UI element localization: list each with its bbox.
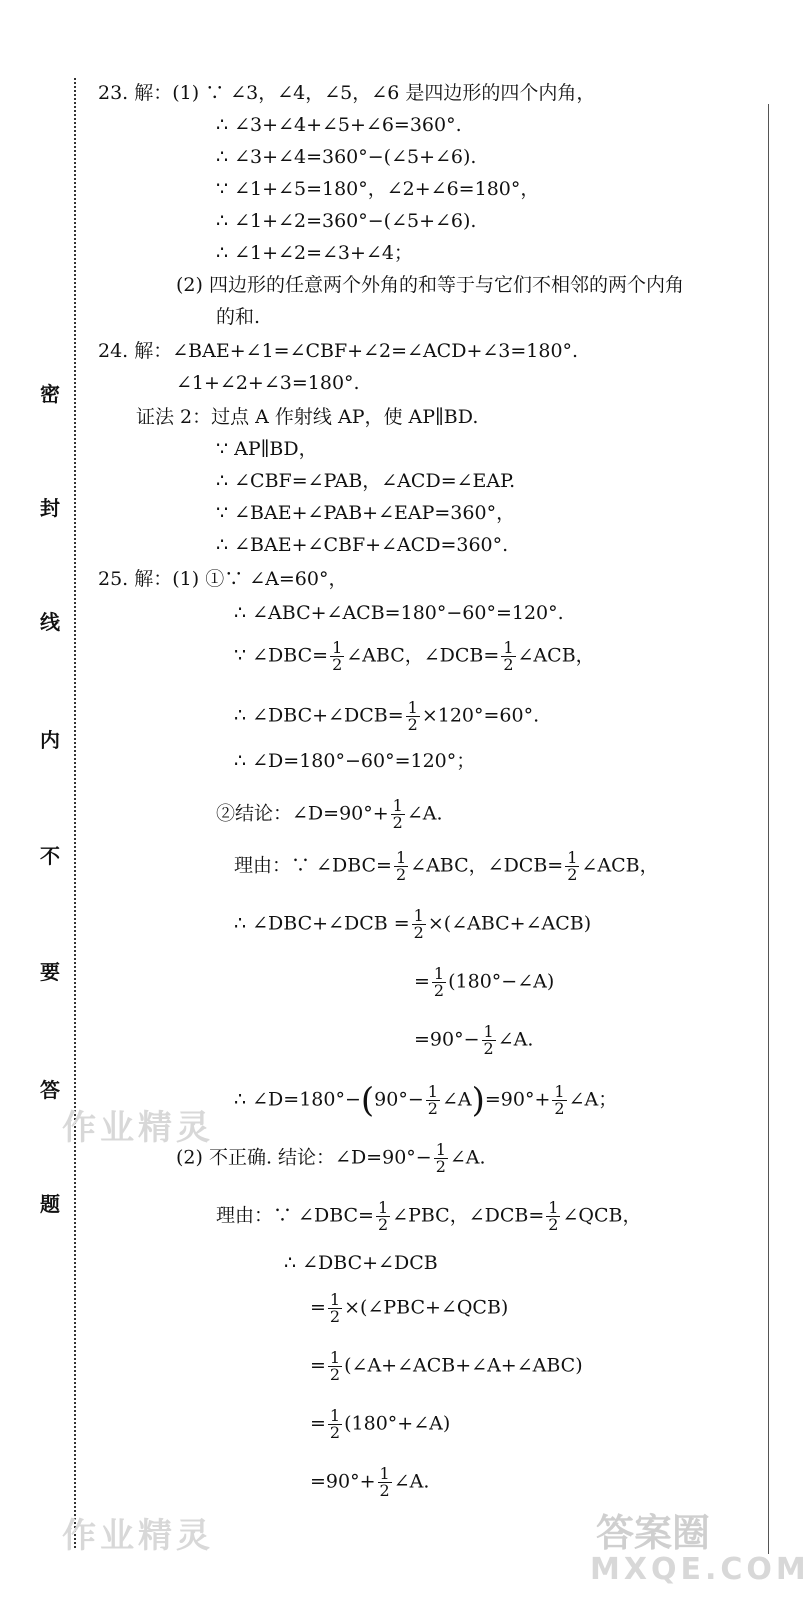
fraction-half: $\frac{1}{2}$ <box>567 848 578 884</box>
q25-line-7: 理由：∵ ∠DBC= $\frac{1}{2}$ ∠ABC，∠DCB= $\frac{1}{2}$ ∠ACB， <box>234 848 659 884</box>
watermark-text-2: 作业精灵 <box>62 1516 214 1556</box>
q23-line-1: 23. 解：(1) ∵ ∠3，∠4，∠5，∠6 是四边形的四个内角， <box>98 82 596 104</box>
q23-line-7: (2) 四边形的任意两个外角的和等于与它们不相邻的两个内角 <box>176 274 684 296</box>
fraction-half: $\frac{1}{2}$ <box>377 1198 389 1234</box>
fraction-half: $\frac{1}{2}$ <box>554 1082 565 1118</box>
seal-char-6: 要 <box>40 960 60 984</box>
q25-line-10: =90°− $\frac{1}{2}$ ∠A. <box>414 1022 534 1058</box>
q24-line-2: ∠1+∠2+∠3=180°. <box>176 372 360 394</box>
fraction-half: $\frac{1}{2}$ <box>395 848 407 884</box>
watermark-url: MXQE.COM <box>590 1552 810 1587</box>
q25-line-14: ∴ ∠DBC+∠DCB <box>284 1252 438 1274</box>
fraction-half: $\frac{1}{2}$ <box>392 796 403 832</box>
watermark-text: 作业精灵 <box>62 1108 214 1148</box>
seal-char-1: 密 <box>40 382 60 406</box>
seal-char-7: 答 <box>40 1078 60 1102</box>
q23-line-6: ∴ ∠1+∠2=∠3+∠4； <box>216 242 413 264</box>
q25-line-2: ∴ ∠ABC+∠ACB=180°−60°=120°. <box>234 602 564 624</box>
q24-line-7: ∴ ∠BAE+∠CBF+∠ACD=360°. <box>216 534 509 556</box>
q25-line-8: ∴ ∠DBC+∠DCB = $\frac{1}{2}$ ×(∠ABC+∠ACB) <box>234 906 592 942</box>
seal-char-5: 不 <box>40 844 60 868</box>
seal-char-4: 内 <box>40 728 60 752</box>
q24-line-4: ∵ AP∥BD， <box>216 438 318 460</box>
fraction-half: $\frac{1}{2}$ <box>435 1140 446 1176</box>
fraction-half: $\frac{1}{2}$ <box>427 1082 438 1118</box>
seal-dotted-line <box>74 78 76 1548</box>
q24-line-1: 24. 解：∠BAE+∠1=∠CBF+∠2=∠ACD+∠3=180°. <box>98 340 579 362</box>
q24-line-6: ∵ ∠BAE+∠PAB+∠EAP=360°， <box>216 502 516 524</box>
fraction-half: $\frac{1}{2}$ <box>548 1198 559 1234</box>
q25-line-13: 理由：∵ ∠DBC= $\frac{1}{2}$ ∠PBC，∠DCB= $\frac{1}{2}$ ∠QCB， <box>216 1198 642 1234</box>
q23-line-2: ∴ ∠3+∠4+∠5+∠6=360°. <box>216 114 462 136</box>
fraction-half: $\frac{1}{2}$ <box>329 1290 341 1326</box>
fraction-half: $\frac{1}{2}$ <box>413 906 424 942</box>
left-paren: ( <box>360 1080 375 1121</box>
q25-line-5: ∴ ∠D=180°−60°=120°； <box>234 750 476 772</box>
q25-line-18: =90°+ $\frac{1}{2}$ ∠A. <box>310 1464 430 1500</box>
right-paren: ) <box>471 1080 485 1121</box>
q23-line-4: ∵ ∠1+∠5=180°，∠2+∠6=180°， <box>216 178 540 200</box>
q24-line-3: 证法 2：过点 A 作射线 AP，使 AP∥BD. <box>136 406 479 428</box>
q25-line-3: ∵ ∠DBC= $\frac{1}{2}$ ∠ABC，∠DCB= $\frac{1}{2}$ ∠ACB， <box>234 638 595 674</box>
q23-line-8: 的和. <box>216 306 261 328</box>
seal-char-3: 线 <box>40 610 60 634</box>
q25-line-9: = $\frac{1}{2}$ (180°−∠A) <box>414 964 555 1000</box>
seal-char-2: 封 <box>40 496 60 520</box>
fraction-half: $\frac{1}{2}$ <box>379 1464 390 1500</box>
q25-line-6: ②结论：∠D=90°+ $\frac{1}{2}$ ∠A. <box>216 796 443 832</box>
q25-line-4: ∴ ∠DBC+∠DCB= $\frac{1}{2}$ ×120°=60°. <box>234 698 540 734</box>
q25-line-11: ∴ ∠D=180°−(90°− $\frac{1}{2}$ ∠A)=90°+ $\frac{1}{2}$ ∠A； <box>234 1080 618 1121</box>
right-border-line <box>768 104 769 1554</box>
q25-line-17: = $\frac{1}{2}$ (180°+∠A) <box>310 1406 451 1442</box>
q25-line-15: = $\frac{1}{2}$ ×(∠PBC+∠QCB) <box>310 1290 509 1326</box>
q23-line-5: ∴ ∠1+∠2=360°−(∠5+∠6). <box>216 210 477 232</box>
q25-line-16: = $\frac{1}{2}$ (∠A+∠ACB+∠A+∠ABC) <box>310 1348 583 1384</box>
fraction-half: $\frac{1}{2}$ <box>329 1406 341 1442</box>
fraction-half: $\frac{1}{2}$ <box>329 1348 341 1384</box>
fraction-half: $\frac{1}{2}$ <box>433 964 445 1000</box>
q25-line-12: (2) 不正确. 结论：∠D=90°− $\frac{1}{2}$ ∠A. <box>176 1140 486 1176</box>
q25-line-1: 25. 解：(1) ①∵ ∠A=60°， <box>98 568 348 590</box>
q24-line-5: ∴ ∠CBF=∠PAB，∠ACD=∠EAP. <box>216 470 516 492</box>
fraction-half: $\frac{1}{2}$ <box>332 638 343 674</box>
watermark-brand: 答案圈 <box>596 1511 711 1555</box>
fraction-half: $\frac{1}{2}$ <box>407 698 418 734</box>
q23-line-3: ∴ ∠3+∠4=360°−(∠5+∠6). <box>216 146 477 168</box>
fraction-half: $\frac{1}{2}$ <box>483 1022 494 1058</box>
fraction-half: $\frac{1}{2}$ <box>503 638 514 674</box>
seal-char-8: 题 <box>40 1192 60 1216</box>
